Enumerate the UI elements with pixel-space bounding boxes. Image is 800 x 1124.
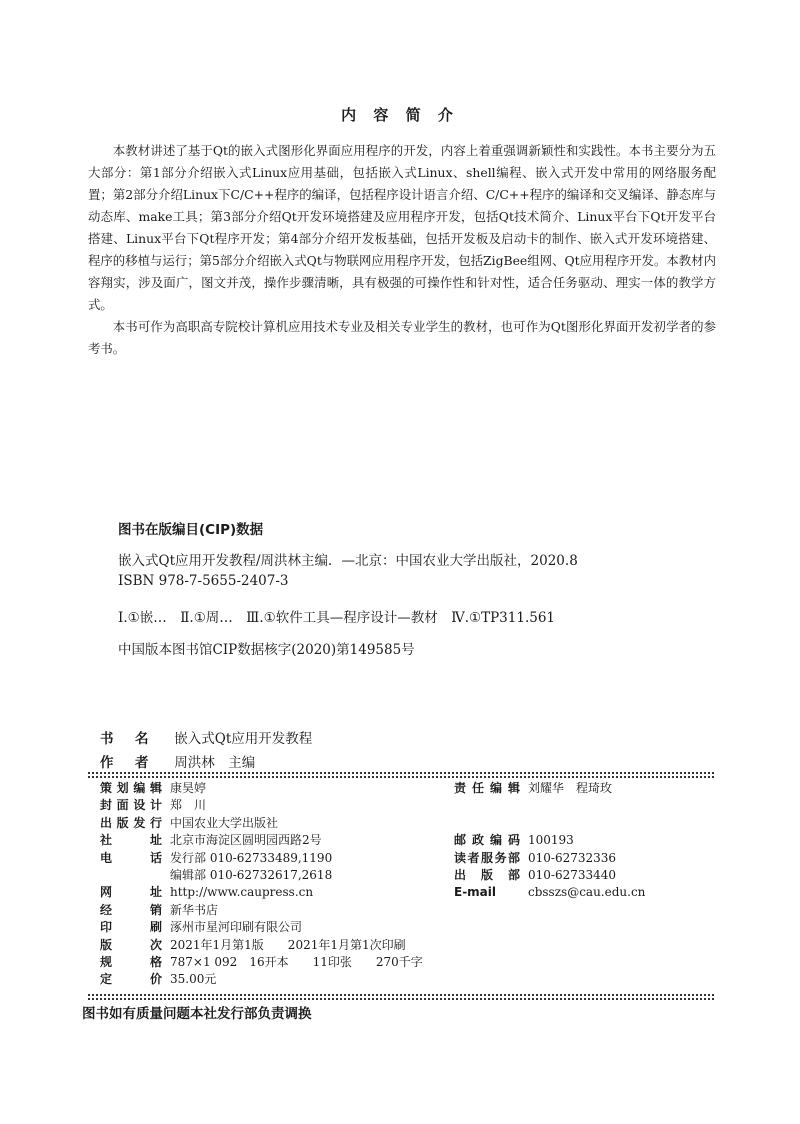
detail-label: 策划编辑 <box>100 781 162 795</box>
book-author-label: 作 者 <box>100 755 153 771</box>
detail-value: 郑 川 <box>170 798 207 813</box>
detail-row <box>100 954 720 971</box>
detail-value: 康昊婷 <box>170 781 207 795</box>
detail-row <box>100 884 720 901</box>
intro-paragraph: 本教材讲述了基于Qt的嵌入式图形化界面应用程序的开发，内容上着重强调新颖性和实践性。本书主要分为五大部分：第1部分介绍嵌入式Linux应用基础，包括嵌入式Linux、shell编程、嵌入式开发中常用的网络服务配置；第2部分介绍Linux下C/C++程序的编译，包括程序设计语言介绍、C/C++程序的编译和交叉编译、静态库与动态库、make工具；第3部分介绍Qt开发环境搭建及应用程序开发，包括Qt技术简介、Linux平台下Qt开发平台搭建、Linux平台下Qt程序开发；第4部分介绍开发板基础，包括开发板及启动卡的制作、嵌入式开发环境搭建、程序的移植与运行；第5部分介绍嵌入式Qt与物联网应用程序开发，包括ZigBee组网、Qt应用程序开发。本教材内容翔实，涉及面广，图文并茂，操作步骤清晰，具有极强的可操作性和针对性，适合任务驱动、理实一体的教学方式。 <box>88 143 716 312</box>
book-title-row <box>100 727 312 747</box>
detail-value: 2021年1月第1版 2021年1月第1次印刷 <box>170 937 406 952</box>
detail-label: 经销 <box>100 902 162 917</box>
detail-value: 新华书店 <box>170 902 219 917</box>
detail-value: 编辑部 010-62732617,2618 <box>170 867 333 882</box>
detail-value: 35.00元 <box>170 972 217 987</box>
detail-row <box>100 780 720 797</box>
cip-classification: Ⅰ.①嵌… Ⅱ.①周… Ⅲ.①软件工具—程序设计—教材 Ⅳ.①TP311.561 <box>118 610 556 626</box>
detail-label: 责任编辑 <box>454 781 520 795</box>
detail-value: 100193 <box>528 833 574 848</box>
detail-value: http://www.caupress.cn <box>170 885 314 900</box>
intro-paragraph: 本书可作为高职高专院校计算机应用技术专业及相关专业学生的教材，也可作为Qt图形化界面开发初学者的参考书。 <box>88 319 716 356</box>
publication-details <box>100 780 720 989</box>
cip-record-number: 中国版本图书馆CIP数据核字(2020)第149585号 <box>118 642 415 658</box>
detail-label: 规格 <box>100 954 162 969</box>
book-title-label: 书 名 <box>100 731 153 747</box>
cip-isbn: ISBN 978-7-5655-2407-3 <box>118 573 289 589</box>
intro-text <box>88 140 716 360</box>
detail-row <box>100 937 720 954</box>
detail-value: 北京市海淀区圆明园西路2号 <box>170 833 322 848</box>
dotted-divider <box>88 994 714 996</box>
detail-row <box>100 971 720 988</box>
detail-label: 封面设计 <box>100 798 162 813</box>
dotted-divider <box>88 776 714 778</box>
cip-heading: 图书在版编目(CIP)数据 <box>118 522 264 538</box>
detail-label: 邮政编码 <box>454 833 520 848</box>
cip-bibliographic-line: 嵌入式Qt应用开发教程/周洪林主编．—北京：中国农业大学出版社，2020.8 <box>118 553 578 569</box>
detail-label: 网址 <box>100 885 162 900</box>
page-title: 内 容 简 介 <box>341 106 459 124</box>
detail-label: 出版发行 <box>100 815 162 830</box>
detail-value: 787×1 092 16开本 11印张 270千字 <box>170 954 423 969</box>
detail-value: 发行部 010-62733489,1190 <box>170 850 333 865</box>
detail-row <box>100 902 720 919</box>
detail-value: cbsszs@cau.edu.cn <box>528 885 646 900</box>
detail-label: 印刷 <box>100 920 162 935</box>
book-author-value: 周洪林 主编 <box>174 755 256 771</box>
detail-value: 刘耀华 程琦玫 <box>528 781 613 795</box>
book-author-row <box>100 751 255 771</box>
detail-row <box>100 919 720 936</box>
quality-notice: 图书如有质量问题本社发行部负责调换 <box>82 1006 312 1022</box>
detail-label: 出版部 <box>454 867 520 882</box>
detail-row <box>100 850 720 867</box>
detail-label: 定价 <box>100 972 162 987</box>
detail-label: 版次 <box>100 937 162 952</box>
dotted-divider <box>88 998 714 1000</box>
detail-row <box>100 815 720 832</box>
detail-label: 读者服务部 <box>454 850 520 865</box>
detail-value: 010-62732336 <box>528 850 617 865</box>
detail-value: 中国农业大学出版社 <box>170 815 279 830</box>
dotted-divider <box>88 772 714 774</box>
detail-label: 电话 <box>100 850 162 865</box>
detail-value: 涿州市星河印刷有限公司 <box>170 920 303 935</box>
detail-row <box>100 832 720 849</box>
detail-row <box>100 867 720 884</box>
detail-row <box>100 797 720 814</box>
detail-label: E-mail <box>454 885 497 900</box>
detail-label: 社址 <box>100 833 162 848</box>
book-title-value: 嵌入式Qt应用开发教程 <box>174 731 313 747</box>
detail-value: 010-62733440 <box>528 867 617 882</box>
